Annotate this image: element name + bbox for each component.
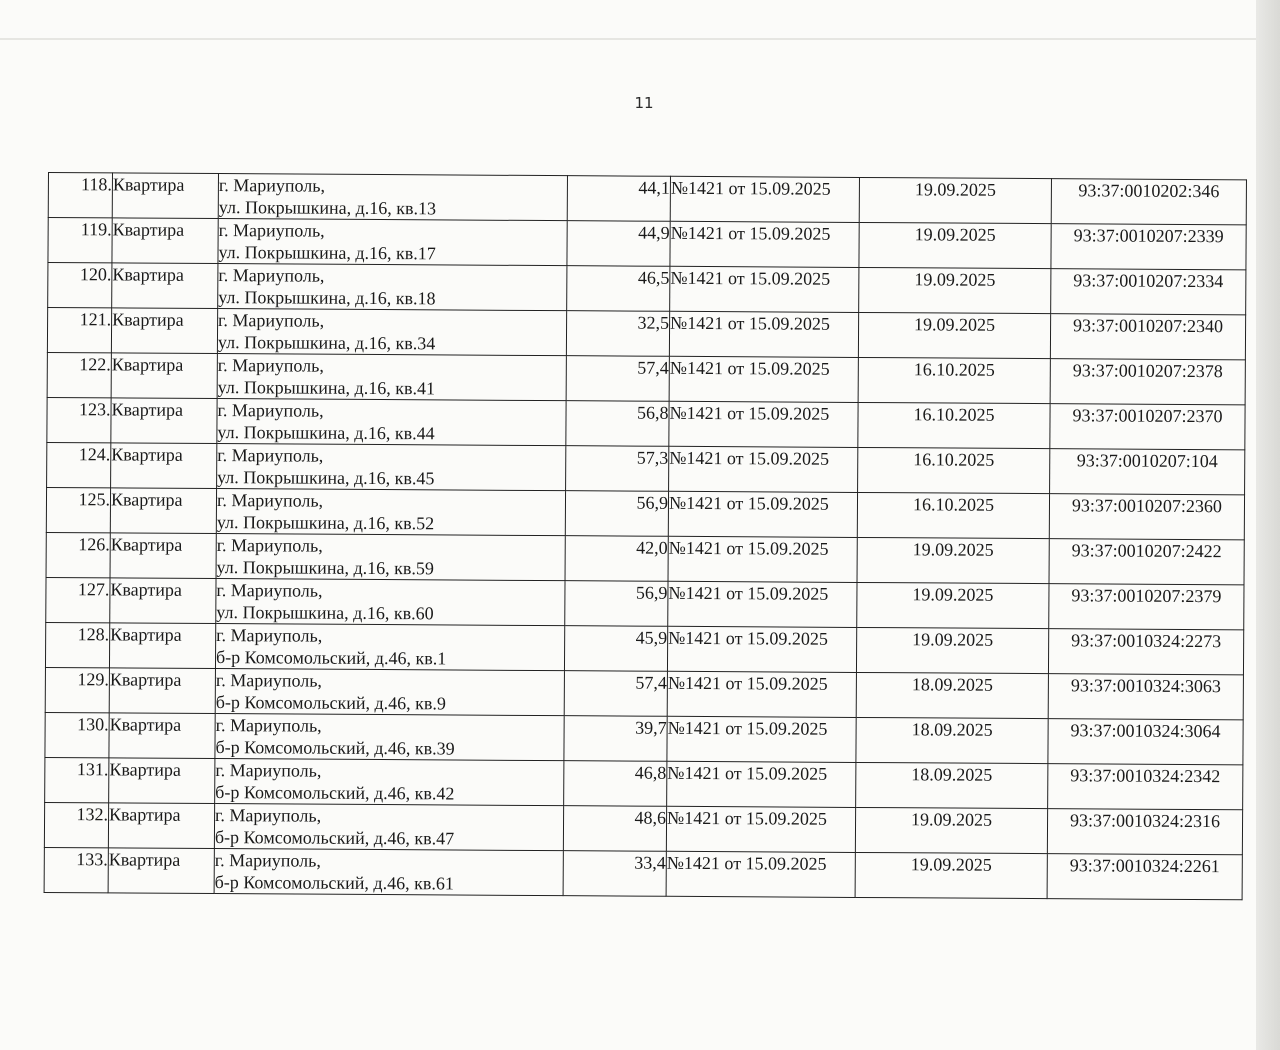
address-street: б-р Комсомольский, д.46, кв.39 xyxy=(215,737,455,759)
property-address xyxy=(217,309,566,356)
decree-reference: №1421 от 15.09.2025 xyxy=(669,446,858,492)
cadastral-number: 93:37:0010324:2261 xyxy=(1047,854,1242,900)
page-right-edge xyxy=(1256,0,1280,1050)
row-number: 133. xyxy=(44,847,108,892)
property-address xyxy=(215,669,564,716)
cadastral-number: 93:37:0010207:2370 xyxy=(1050,404,1245,450)
row-number: 118. xyxy=(48,173,112,218)
address-street: б-р Комсомольский, д.46, кв.1 xyxy=(215,647,447,669)
decree-reference: №1421 от 15.09.2025 xyxy=(670,221,859,267)
property-address xyxy=(218,264,567,311)
row-number: 128. xyxy=(45,622,109,667)
property-area: 46,5 xyxy=(567,266,670,312)
property-type: Квартира xyxy=(109,668,215,714)
decree-reference: №1421 от 15.09.2025 xyxy=(667,671,856,717)
address-city: г. Мариуполь, xyxy=(215,760,322,781)
registration-date: 16.10.2025 xyxy=(858,447,1050,493)
decree-reference: №1421 от 15.09.2025 xyxy=(666,806,855,852)
address-street: ул. Покрышкина, д.16, кв.41 xyxy=(217,377,436,399)
property-area: 57,3 xyxy=(566,446,669,492)
address-city: г. Мариуполь, xyxy=(217,400,324,421)
row-number: 120. xyxy=(48,263,112,308)
property-area: 45,9 xyxy=(564,626,667,672)
decree-reference: №1421 от 15.09.2025 xyxy=(669,401,858,447)
property-address xyxy=(215,714,564,761)
cadastral-number: 93:37:0010207:104 xyxy=(1050,449,1245,495)
decree-reference: №1421 от 15.09.2025 xyxy=(668,536,857,582)
address-city: г. Мариуполь, xyxy=(217,355,324,376)
property-area: 57,4 xyxy=(566,356,669,402)
registration-date: 19.09.2025 xyxy=(857,582,1049,628)
row-number: 130. xyxy=(45,712,109,757)
address-city: г. Мариуполь, xyxy=(215,805,322,826)
property-address xyxy=(214,849,563,896)
property-type: Квартира xyxy=(110,533,216,579)
address-street: ул. Покрышкина, д.16, кв.17 xyxy=(218,242,436,264)
table-row xyxy=(44,847,1242,899)
property-type: Квартира xyxy=(108,803,214,849)
address-city: г. Мариуполь, xyxy=(215,715,322,736)
property-type: Квартира xyxy=(110,578,216,624)
property-address xyxy=(217,354,566,401)
registration-date: 18.09.2025 xyxy=(856,672,1048,718)
property-type: Квартира xyxy=(111,353,217,399)
row-number: 129. xyxy=(45,667,109,712)
property-address xyxy=(218,174,567,221)
table-row xyxy=(44,802,1242,854)
property-address xyxy=(215,759,564,806)
registration-date: 19.09.2025 xyxy=(856,627,1048,673)
property-area: 44,9 xyxy=(567,221,670,267)
address-city: г. Мариуполь, xyxy=(218,310,325,331)
address-street: ул. Покрышкина, д.16, кв.34 xyxy=(217,332,436,354)
table-row xyxy=(46,487,1244,539)
property-address xyxy=(214,804,563,851)
registration-date: 18.09.2025 xyxy=(856,717,1048,763)
property-area: 57,4 xyxy=(564,671,667,717)
row-number: 132. xyxy=(44,802,108,847)
table-row xyxy=(45,757,1243,809)
cadastral-number: 93:37:0010324:3063 xyxy=(1048,674,1243,720)
table-row xyxy=(45,622,1243,674)
registration-date: 19.09.2025 xyxy=(857,537,1049,583)
property-address xyxy=(217,444,566,491)
table-row xyxy=(47,308,1245,360)
address-city: г. Мариуполь, xyxy=(214,850,321,871)
table-row xyxy=(48,218,1246,270)
registration-date: 19.09.2025 xyxy=(859,177,1051,223)
decree-reference: №1421 от 15.09.2025 xyxy=(669,356,858,402)
property-type: Квартира xyxy=(109,713,215,759)
address-street: б-р Комсомольский, д.46, кв.61 xyxy=(214,872,454,894)
table-row xyxy=(45,712,1243,764)
property-area: 46,8 xyxy=(564,761,667,807)
address-street: б-р Комсомольский, д.46, кв.9 xyxy=(215,692,447,714)
decree-reference: №1421 от 15.09.2025 xyxy=(668,491,857,537)
property-type: Квартира xyxy=(109,758,215,804)
address-city: г. Мариуполь, xyxy=(216,580,323,601)
cadastral-number: 93:37:0010207:2422 xyxy=(1049,539,1244,585)
address-street: ул. Покрышкина, д.16, кв.45 xyxy=(217,467,435,489)
property-area: 56,8 xyxy=(566,401,669,447)
decree-reference: №1421 от 15.09.2025 xyxy=(667,761,856,807)
cadastral-number: 93:37:0010207:2360 xyxy=(1049,494,1244,540)
address-street: ул. Покрышкина, д.16, кв.13 xyxy=(218,197,437,219)
registration-date: 19.09.2025 xyxy=(859,222,1051,268)
cadastral-number: 93:37:0010324:2342 xyxy=(1048,764,1243,810)
cadastral-number: 93:37:0010207:2340 xyxy=(1050,314,1245,360)
address-street: ул. Покрышкина, д.16, кв.60 xyxy=(216,602,434,624)
address-city: г. Мариуполь, xyxy=(218,175,326,196)
property-address xyxy=(215,624,564,671)
address-city: г. Мариуполь, xyxy=(217,445,324,466)
row-number: 122. xyxy=(47,352,111,397)
cadastral-number: 93:37:0010207:2339 xyxy=(1051,224,1246,270)
page-top-edge xyxy=(0,38,1256,40)
property-area: 42,0 xyxy=(565,536,668,582)
row-number: 126. xyxy=(46,532,110,577)
property-type: Квартира xyxy=(109,623,215,669)
table-row xyxy=(48,263,1246,315)
row-number: 131. xyxy=(45,757,109,802)
address-street: ул. Покрышкина, д.16, кв.52 xyxy=(216,512,435,534)
property-area: 32,5 xyxy=(566,311,669,357)
property-type: Квартира xyxy=(110,488,216,534)
table-row xyxy=(47,352,1245,404)
table-row xyxy=(46,577,1244,629)
registration-date: 16.10.2025 xyxy=(858,357,1050,403)
decree-reference: №1421 от 15.09.2025 xyxy=(667,716,856,762)
property-address xyxy=(216,489,565,536)
property-type: Квартира xyxy=(112,263,218,309)
property-area: 48,6 xyxy=(563,806,666,852)
address-city: г. Мариуполь, xyxy=(216,535,323,556)
registration-date: 19.09.2025 xyxy=(855,852,1047,898)
property-address xyxy=(216,534,565,581)
address-city: г. Мариуполь, xyxy=(218,220,325,241)
page-number: 11 xyxy=(634,94,654,112)
property-area: 39,7 xyxy=(564,716,667,762)
table-row xyxy=(48,173,1246,225)
cadastral-number: 93:37:0010324:2273 xyxy=(1048,629,1243,675)
address-street: ул. Покрышкина, д.16, кв.18 xyxy=(218,287,436,309)
registration-date: 19.09.2025 xyxy=(858,312,1050,358)
registration-date: 16.10.2025 xyxy=(857,492,1049,538)
cadastral-number: 93:37:0010324:2316 xyxy=(1047,809,1242,855)
cadastral-number: 93:37:0010207:2378 xyxy=(1050,359,1245,405)
registration-date: 18.09.2025 xyxy=(856,762,1048,808)
registration-date: 19.09.2025 xyxy=(855,807,1047,853)
registration-date: 16.10.2025 xyxy=(858,402,1050,448)
address-street: б-р Комсомольский, д.46, кв.42 xyxy=(215,782,455,804)
property-area: 44,1 xyxy=(567,176,670,222)
address-city: г. Мариуполь, xyxy=(216,490,324,511)
address-city: г. Мариуполь, xyxy=(216,625,323,646)
table-row xyxy=(46,532,1244,584)
row-number: 124. xyxy=(47,442,111,487)
property-type: Квартира xyxy=(111,443,217,489)
cadastral-number: 93:37:0010207:2379 xyxy=(1049,584,1244,630)
address-street: б-р Комсомольский, д.46, кв.47 xyxy=(214,827,455,849)
property-type: Квартира xyxy=(112,218,218,264)
decree-reference: №1421 от 15.09.2025 xyxy=(667,626,856,672)
address-city: г. Мариуполь, xyxy=(218,265,325,286)
registration-date: 19.09.2025 xyxy=(859,267,1051,313)
property-area: 33,4 xyxy=(563,851,666,897)
property-address xyxy=(216,579,565,626)
decree-reference: №1421 от 15.09.2025 xyxy=(666,851,855,897)
property-area: 56,9 xyxy=(565,491,668,537)
decree-reference: №1421 от 15.09.2025 xyxy=(670,176,859,222)
table-row xyxy=(45,667,1243,719)
row-number: 125. xyxy=(46,487,110,532)
property-type: Квартира xyxy=(112,173,218,219)
decree-reference: №1421 от 15.09.2025 xyxy=(668,581,857,627)
table-row xyxy=(47,397,1245,449)
property-area: 56,9 xyxy=(565,581,668,627)
property-type: Квартира xyxy=(108,848,214,894)
property-address xyxy=(218,219,567,266)
cadastral-number: 93:37:0010202:346 xyxy=(1051,179,1246,225)
address-street: ул. Покрышкина, д.16, кв.44 xyxy=(217,422,435,444)
decree-reference: №1421 от 15.09.2025 xyxy=(669,311,858,357)
row-number: 119. xyxy=(48,218,112,263)
row-number: 127. xyxy=(46,577,110,622)
cadastral-number: 93:37:0010207:2334 xyxy=(1051,269,1246,315)
row-number: 121. xyxy=(47,308,111,353)
row-number: 123. xyxy=(47,397,111,442)
table-row xyxy=(47,442,1245,494)
cadastral-number: 93:37:0010324:3064 xyxy=(1048,719,1243,765)
decree-reference: №1421 от 15.09.2025 xyxy=(670,266,859,312)
property-address xyxy=(217,399,566,446)
property-registry-table xyxy=(44,172,1247,900)
property-type: Квартира xyxy=(111,398,217,444)
registry-body xyxy=(44,173,1246,900)
property-type: Квартира xyxy=(111,308,217,354)
address-street: ул. Покрышкина, д.16, кв.59 xyxy=(216,557,434,579)
address-city: г. Мариуполь, xyxy=(215,670,323,691)
